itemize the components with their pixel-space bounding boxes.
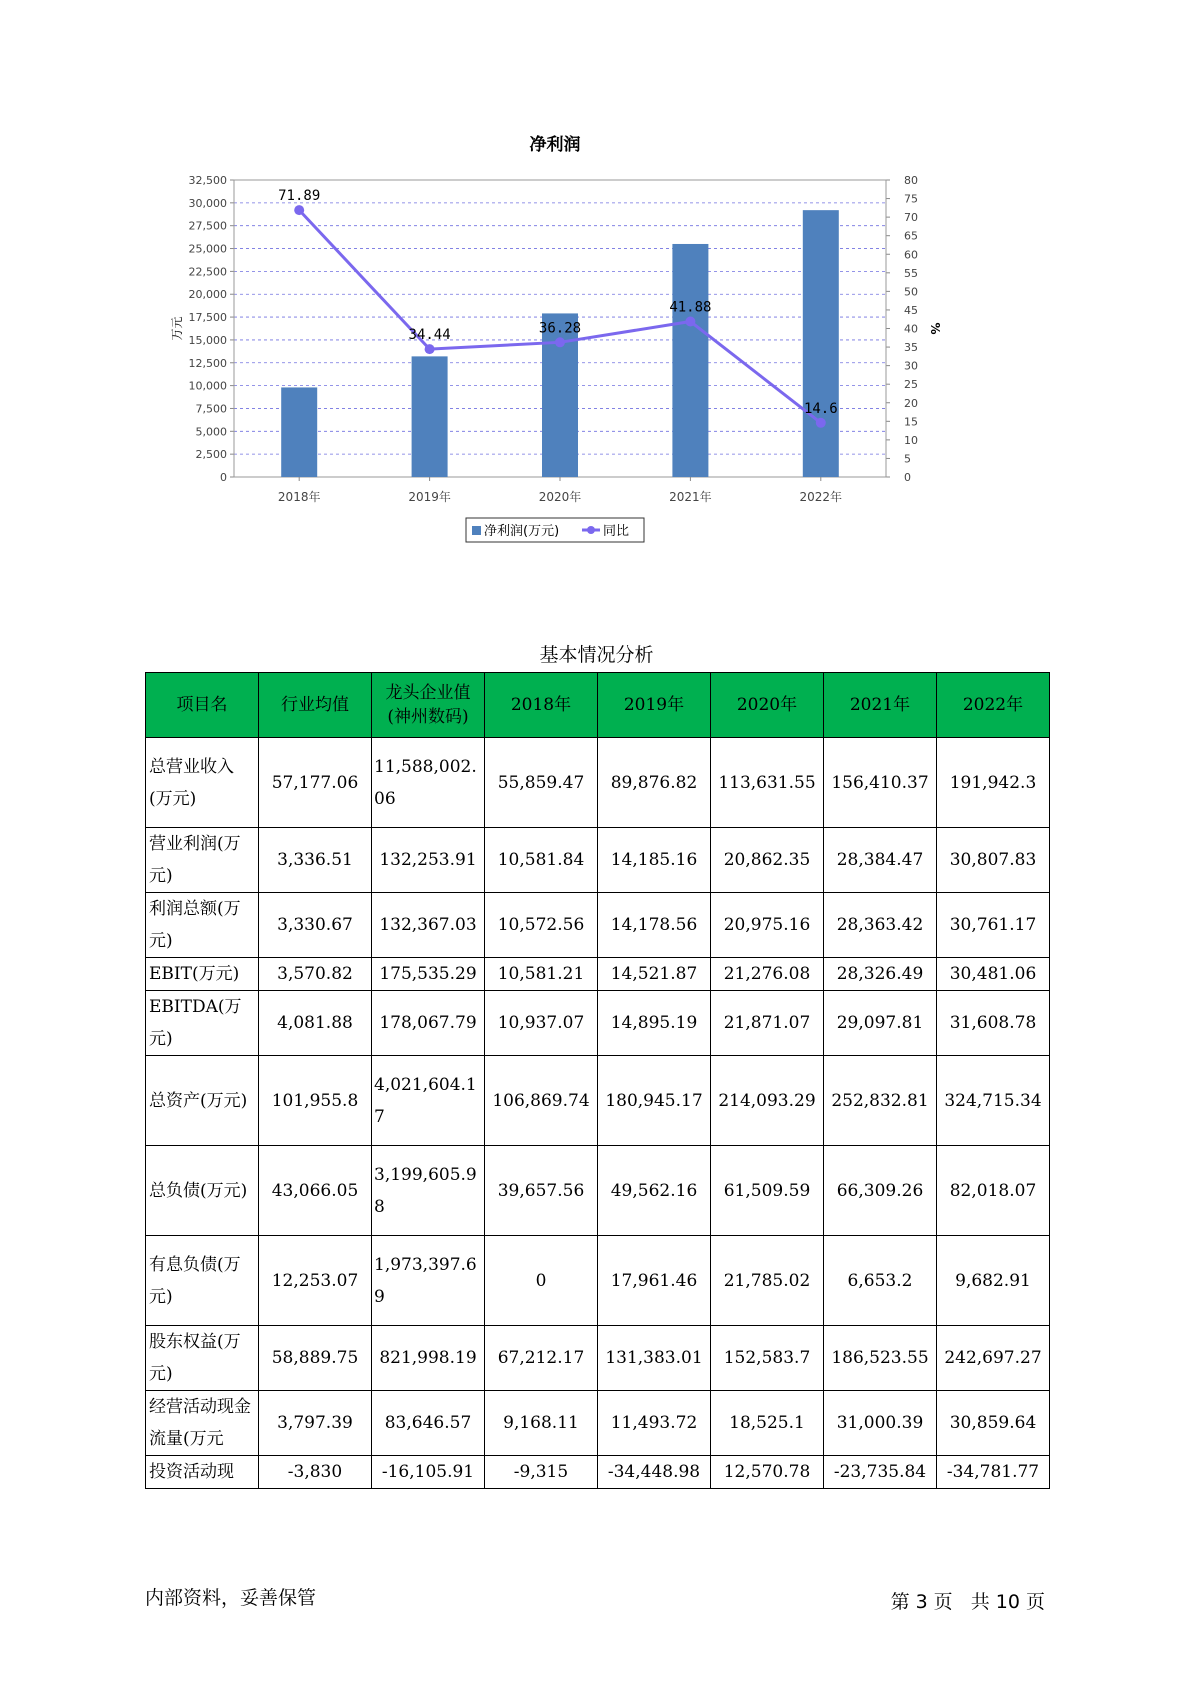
row-value: 4,081.88: [259, 991, 372, 1056]
y-tick-label: 22,500: [188, 265, 227, 279]
row-value: 28,326.49: [824, 958, 937, 991]
y-axis-title: 万元: [170, 316, 184, 341]
row-value: 14,185.16: [598, 828, 711, 893]
header-2019: 2019年: [598, 673, 711, 738]
y-tick-label: 10,000: [188, 379, 227, 393]
legend-label-bar: 净利润(万元): [484, 524, 560, 539]
page-current: 3: [915, 1591, 928, 1613]
row-value: 14,178.56: [598, 893, 711, 958]
row-value: 156,410.37: [824, 738, 937, 828]
row-value: 4,021,604.17: [372, 1056, 485, 1146]
table-row: [146, 738, 1050, 828]
row-item-label: 营业利润(万元): [146, 828, 259, 893]
y2-tick-label: 70: [904, 211, 918, 225]
yoy-point: [685, 317, 695, 327]
row-value: 30,859.64: [937, 1391, 1050, 1456]
row-value: 175,535.29: [372, 958, 485, 991]
row-value: 821,998.19: [372, 1326, 485, 1391]
row-value: 18,525.1: [711, 1391, 824, 1456]
footer-page-number: [888, 1587, 1048, 1614]
row-value: 14,521.87: [598, 958, 711, 991]
row-value: -16,105.91: [372, 1456, 485, 1489]
table-row: [146, 1146, 1050, 1236]
page-total: 10: [995, 1591, 1020, 1613]
row-value: 30,761.17: [937, 893, 1050, 958]
footer-confidential: 内部资料，妥善保管: [145, 1587, 317, 1609]
y-tick-label: 7,500: [195, 402, 227, 416]
row-value: 31,000.39: [824, 1391, 937, 1456]
table-row: [146, 1391, 1050, 1456]
row-value: 10,572.56: [485, 893, 598, 958]
bar: [803, 210, 839, 477]
y-tick-label: 27,500: [188, 219, 227, 233]
table-row: [146, 991, 1050, 1056]
row-item-label: 有息负债(万元): [146, 1236, 259, 1326]
row-value: 132,253.91: [372, 828, 485, 893]
y2-tick-label: 50: [904, 285, 918, 299]
row-value: 10,937.07: [485, 991, 598, 1056]
page-mid: 页: [933, 1591, 953, 1613]
yoy-point: [816, 418, 826, 428]
row-value: 3,330.67: [259, 893, 372, 958]
row-item-label: 总资产(万元): [146, 1056, 259, 1146]
header-2021: 2021年: [824, 673, 937, 738]
y2-tick-label: 45: [904, 303, 918, 317]
x-tick-label: 2019年: [408, 490, 451, 504]
table-row: [146, 1236, 1050, 1326]
row-item-label: 经营活动现金流量(万元: [146, 1391, 259, 1456]
row-value: 11,588,002.06: [372, 738, 485, 828]
row-value: 20,862.35: [711, 828, 824, 893]
yoy-point: [555, 337, 565, 347]
page-total-prefix: 共: [970, 1591, 990, 1613]
row-value: 0: [485, 1236, 598, 1326]
table-row: [146, 1056, 1050, 1146]
row-value: 10,581.84: [485, 828, 598, 893]
row-item-label: 总负债(万元): [146, 1146, 259, 1236]
y2-tick-label: 0: [904, 471, 911, 484]
row-value: 49,562.16: [598, 1146, 711, 1236]
y2-tick-label: 55: [904, 266, 918, 280]
row-value: -34,781.77: [937, 1456, 1050, 1489]
y2-tick-label: 25: [904, 378, 918, 392]
x-tick-label: 2021年: [669, 490, 712, 504]
chart-svg: [170, 130, 970, 600]
row-value: -9,315: [485, 1456, 598, 1489]
row-value: 113,631.55: [711, 738, 824, 828]
yoy-data-label: 34.44: [408, 327, 451, 344]
row-item-label: 利润总额(万元): [146, 893, 259, 958]
yoy-data-label: 71.89: [278, 188, 321, 205]
basic-analysis-table: [145, 672, 1050, 1489]
y-tick-label: 0: [220, 471, 227, 484]
row-value: 21,785.02: [711, 1236, 824, 1326]
x-tick-label: 2022年: [799, 490, 843, 504]
table-caption: 基本情况分析: [539, 644, 654, 666]
row-value: 57,177.06: [259, 738, 372, 828]
row-value: 12,570.78: [711, 1456, 824, 1489]
yoy-data-label: 41.88: [669, 299, 712, 316]
table-header-row: [146, 673, 1050, 738]
y2-tick-label: 40: [904, 322, 918, 336]
y-tick-label: 15,000: [188, 333, 227, 347]
row-value: 324,715.34: [937, 1056, 1050, 1146]
row-value: 21,276.08: [711, 958, 824, 991]
row-value: 89,876.82: [598, 738, 711, 828]
row-value: 3,199,605.98: [372, 1146, 485, 1236]
row-value: 39,657.56: [485, 1146, 598, 1236]
row-value: 131,383.01: [598, 1326, 711, 1391]
table-row: [146, 1456, 1050, 1489]
legend-swatch-dot: [587, 526, 595, 534]
header-industry-avg: 行业均值: [259, 673, 372, 738]
y-tick-label: 2,500: [195, 448, 227, 462]
yoy-point: [294, 205, 304, 215]
y-tick-label: 25,000: [188, 242, 227, 256]
row-value: 67,212.17: [485, 1326, 598, 1391]
legend-swatch-bar: [472, 526, 481, 535]
row-item-label: 投资活动现: [146, 1456, 259, 1489]
page-prefix: 第: [890, 1591, 910, 1613]
row-value: 58,889.75: [259, 1326, 372, 1391]
row-value: 101,955.8: [259, 1056, 372, 1146]
row-value: 28,363.42: [824, 893, 937, 958]
table-row: [146, 893, 1050, 958]
yoy-point: [425, 344, 435, 354]
y2-tick-label: 20: [904, 396, 918, 410]
y2-tick-label: 10: [904, 433, 918, 447]
legend-label-line: 同比: [603, 524, 630, 539]
table-row: [146, 828, 1050, 893]
y-tick-label: 32,500: [188, 174, 227, 187]
x-tick-label: 2020年: [538, 490, 582, 504]
row-value: 252,832.81: [824, 1056, 937, 1146]
y2-tick-label: 60: [904, 248, 918, 262]
yoy-data-label: 14.6: [803, 400, 838, 417]
row-value: 242,697.27: [937, 1326, 1050, 1391]
bar: [281, 387, 317, 477]
row-value: 106,869.74: [485, 1056, 598, 1146]
chart-title: 净利润: [529, 135, 581, 155]
row-value: 186,523.55: [824, 1326, 937, 1391]
row-value: 9,682.91: [937, 1236, 1050, 1326]
row-value: 10,581.21: [485, 958, 598, 991]
bar: [412, 356, 448, 477]
table-row: [146, 1326, 1050, 1391]
row-value: -34,448.98: [598, 1456, 711, 1489]
row-value: 55,859.47: [485, 738, 598, 828]
row-value: 12,253.07: [259, 1236, 372, 1326]
row-value: 6,653.2: [824, 1236, 937, 1326]
row-value: 178,067.79: [372, 991, 485, 1056]
y-tick-label: 17,500: [188, 311, 227, 325]
page-suffix: 页: [1025, 1591, 1045, 1613]
row-value: 82,018.07: [937, 1146, 1050, 1236]
y-tick-label: 12,500: [188, 356, 227, 370]
y2-tick-label: 75: [904, 192, 918, 206]
row-value: 1,973,397.69: [372, 1236, 485, 1326]
y2-tick-label: 15: [904, 415, 918, 429]
row-value: 43,066.05: [259, 1146, 372, 1236]
row-value: 191,942.3: [937, 738, 1050, 828]
row-item-label: 总营业收入(万元): [146, 738, 259, 828]
row-value: 30,481.06: [937, 958, 1050, 991]
row-value: 3,797.39: [259, 1391, 372, 1456]
row-item-label: 股东权益(万元): [146, 1326, 259, 1391]
row-value: 9,168.11: [485, 1391, 598, 1456]
row-value: 3,570.82: [259, 958, 372, 991]
net-profit-chart: [170, 130, 970, 600]
row-value: 3,336.51: [259, 828, 372, 893]
row-value: 61,509.59: [711, 1146, 824, 1236]
y2-axis-title: %: [928, 322, 942, 335]
row-value: 30,807.83: [937, 828, 1050, 893]
row-item-label: EBIT(万元): [146, 958, 259, 991]
header-item: 项目名: [146, 673, 259, 738]
y2-tick-label: 30: [904, 359, 918, 373]
header-leader: 龙头企业值(神州数码): [372, 673, 485, 738]
row-value: 29,097.81: [824, 991, 937, 1056]
x-tick-label: 2018年: [277, 490, 321, 504]
row-value: 132,367.03: [372, 893, 485, 958]
row-value: 20,975.16: [711, 893, 824, 958]
row-value: -3,830: [259, 1456, 372, 1489]
y2-tick-label: 35: [904, 341, 918, 355]
row-value: 180,945.17: [598, 1056, 711, 1146]
y-tick-label: 20,000: [188, 288, 227, 302]
row-value: 11,493.72: [598, 1391, 711, 1456]
header-2020: 2020年: [711, 673, 824, 738]
row-value: -23,735.84: [824, 1456, 937, 1489]
y2-tick-label: 80: [904, 174, 918, 187]
y-tick-label: 30,000: [188, 196, 227, 210]
row-value: 21,871.07: [711, 991, 824, 1056]
table-row: [146, 958, 1050, 991]
header-2018: 2018年: [485, 673, 598, 738]
bar: [672, 244, 708, 477]
y-tick-label: 5,000: [195, 425, 227, 439]
row-value: 17,961.46: [598, 1236, 711, 1326]
row-item-label: EBITDA(万元): [146, 991, 259, 1056]
row-value: 14,895.19: [598, 991, 711, 1056]
y2-tick-label: 5: [904, 452, 911, 466]
yoy-data-label: 36.28: [538, 320, 582, 337]
row-value: 152,583.7: [711, 1326, 824, 1391]
row-value: 66,309.26: [824, 1146, 937, 1236]
row-value: 28,384.47: [824, 828, 937, 893]
y2-tick-label: 65: [904, 229, 918, 243]
header-2022: 2022年: [937, 673, 1050, 738]
row-value: 214,093.29: [711, 1056, 824, 1146]
row-value: 31,608.78: [937, 991, 1050, 1056]
row-value: 83,646.57: [372, 1391, 485, 1456]
